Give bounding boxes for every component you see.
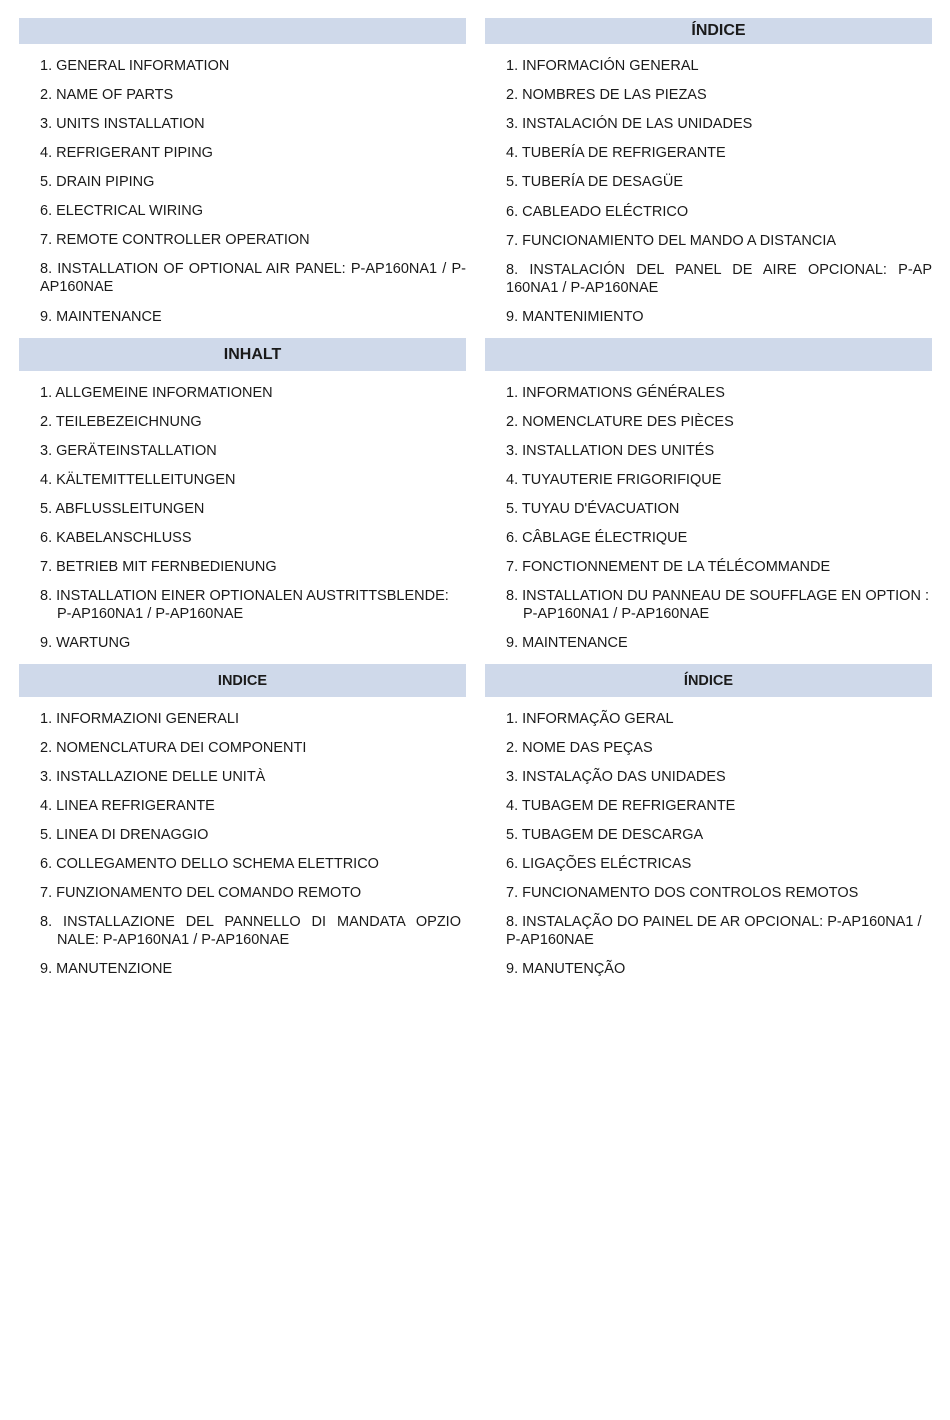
toc-item[interactable]: 8. INSTALLAZIONE DEL PANNELLO DI MANDATA OPZIO NALE: P-AP160NA1 / P-AP160NAE — [40, 914, 461, 948]
toc-item[interactable]: 3. UNITS INSTALLATION — [40, 116, 205, 132]
toc-item[interactable]: 6. KABELANSCHLUSS — [40, 530, 192, 546]
toc-item[interactable]: 2. NOME DAS PEÇAS — [506, 740, 653, 756]
toc-section-es — [485, 18, 932, 325]
toc-item[interactable]: 5. ABFLUSSLEITUNGEN — [40, 501, 205, 517]
toc-item[interactable]: 9. MANUTENÇÃO — [506, 961, 626, 977]
toc-item[interactable]: 2. NOMENCLATURA DEI COMPONENTI — [40, 740, 307, 756]
toc-item[interactable]: 1. INFORMAÇÃO GERAL — [506, 711, 674, 727]
toc-item[interactable]: 5. DRAIN PIPING — [40, 174, 155, 190]
toc-item[interactable]: 2. NAME OF PARTS — [40, 87, 174, 103]
section-header-bar — [485, 664, 932, 697]
section-title: ÍNDICE — [683, 672, 734, 689]
toc-item[interactable]: 6. ELECTRICAL WIRING — [40, 203, 204, 219]
toc-item[interactable]: 5. LINEA DI DRENAGGIO — [40, 827, 209, 843]
toc-item[interactable]: 8. INSTALAÇÃO DO PAINEL DE AR OPCIONAL: P-AP160NA1 / P-AP160NAE — [506, 914, 922, 948]
toc-item[interactable]: 9. MANUTENZIONE — [40, 961, 173, 977]
toc-item[interactable]: 9. MAINTENANCE — [40, 309, 162, 325]
toc-item[interactable]: 4. TUBERÍA DE REFRIGERANTE — [506, 145, 726, 161]
toc-item[interactable]: 8. INSTALLATION OF OPTIONAL AIR PANEL: P-AP160NA1 / P-AP160NAE — [40, 261, 466, 295]
toc-item[interactable]: 6. LIGAÇÕES ELÉCTRICAS — [506, 856, 692, 872]
toc-item[interactable]: 4. LINEA REFRIGERANTE — [40, 798, 215, 814]
section-header-bar — [19, 338, 466, 371]
toc-item[interactable]: 6. CABLEADO ELÉCTRICO — [506, 204, 689, 220]
toc-item[interactable]: 4. REFRIGERANT PIPING — [40, 145, 213, 161]
section-title: ÍNDICE — [691, 22, 746, 39]
toc-item[interactable]: 3. INSTALLAZIONE DELLE UNITÀ — [40, 769, 266, 785]
toc-item[interactable]: 1. INFORMACIÓN GENERAL — [506, 58, 699, 74]
toc-item[interactable]: 4. KÄLTEMITTELLEITUNGEN — [40, 472, 236, 488]
toc-item[interactable]: 8. INSTALACIÓN DEL PANEL DE AIRE OPCIONAL: P-AP 160NA1 / P-AP160NAE — [506, 262, 932, 296]
toc-item[interactable]: 4. TUYAUTERIE FRIGORIFIQUE — [506, 472, 722, 488]
section-title: INDICE — [217, 672, 268, 689]
toc-section-fr — [485, 338, 932, 651]
toc-item[interactable]: 7. FUNCIONAMIENTO DEL MANDO A DISTANCIA — [506, 233, 837, 249]
toc-item[interactable]: 1. INFORMAZIONI GENERALI — [40, 711, 239, 727]
section-header-bar — [485, 18, 932, 44]
toc-item[interactable]: 6. CÂBLAGE ÉLECTRIQUE — [506, 530, 688, 546]
toc-item[interactable]: 9. MAINTENANCE — [506, 635, 628, 651]
toc-item[interactable]: 7. BETRIEB MIT FERNBEDIENUNG — [40, 559, 277, 575]
toc-section-it — [19, 664, 466, 977]
toc-item[interactable]: 2. TEILEBEZEICHNUNG — [40, 414, 202, 430]
toc-item[interactable]: 3. INSTALAÇÃO DAS UNIDADES — [506, 769, 726, 785]
toc-section-pt — [485, 664, 932, 977]
toc-item[interactable]: 7. FONCTIONNEMENT DE LA TÉLÉCOMMANDE — [506, 559, 831, 575]
toc-item[interactable]: 5. TUBERÍA DE DESAGÜE — [506, 174, 684, 190]
toc-item[interactable]: 4. TUBAGEM DE REFRIGERANTE — [506, 798, 736, 814]
toc-item[interactable]: 6. COLLEGAMENTO DELLO SCHEMA ELETTRICO — [40, 856, 379, 872]
toc-item[interactable]: 3. INSTALACIÓN DE LAS UNIDADES — [506, 116, 753, 132]
toc-item[interactable]: 3. INSTALLATION DES UNITÉS — [506, 443, 715, 459]
toc-item[interactable]: 2. NOMENCLATURE DES PIÈCES — [506, 414, 734, 430]
toc-item[interactable]: 8. INSTALLATION EINER OPTIONALEN AUSTRITTSBLENDE: P-AP160NA1 / P-AP160NAE — [40, 588, 449, 622]
section-header-bar — [19, 664, 466, 697]
section-title: INHALT — [223, 345, 282, 363]
toc-item[interactable]: 5. TUYAU D'ÉVACUATION — [506, 501, 680, 517]
toc-item[interactable]: 1. GENERAL INFORMATION — [40, 58, 230, 74]
toc-item[interactable]: 5. TUBAGEM DE DESCARGA — [506, 827, 704, 843]
section-header-bar — [19, 18, 466, 44]
toc-item[interactable]: 8. INSTALLATION DU PANNEAU DE SOUFFLAGE EN OPTION : P-AP160NA1 / P-AP160NAE — [506, 588, 929, 622]
toc-section-en — [19, 18, 466, 325]
toc-item[interactable]: 7. FUNZIONAMENTO DEL COMANDO REMOTO — [40, 885, 362, 901]
toc-section-de — [19, 338, 466, 651]
toc-item[interactable]: 1. INFORMATIONS GÉNÉRALES — [506, 385, 725, 401]
toc-item[interactable]: 3. GERÄTEINSTALLATION — [40, 443, 217, 459]
toc-item[interactable]: 7. REMOTE CONTROLLER OPERATION — [40, 232, 310, 248]
toc-item[interactable]: 2. NOMBRES DE LAS PIEZAS — [506, 87, 707, 103]
toc-item[interactable]: 7. FUNCIONAMENTO DOS CONTROLOS REMOTOS — [506, 885, 859, 901]
toc-item[interactable]: 9. WARTUNG — [40, 635, 131, 651]
toc-item[interactable]: 1. ALLGEMEINE INFORMATIONEN — [40, 385, 273, 401]
section-header-bar — [485, 338, 932, 371]
toc-item[interactable]: 9. MANTENIMIENTO — [506, 309, 644, 325]
